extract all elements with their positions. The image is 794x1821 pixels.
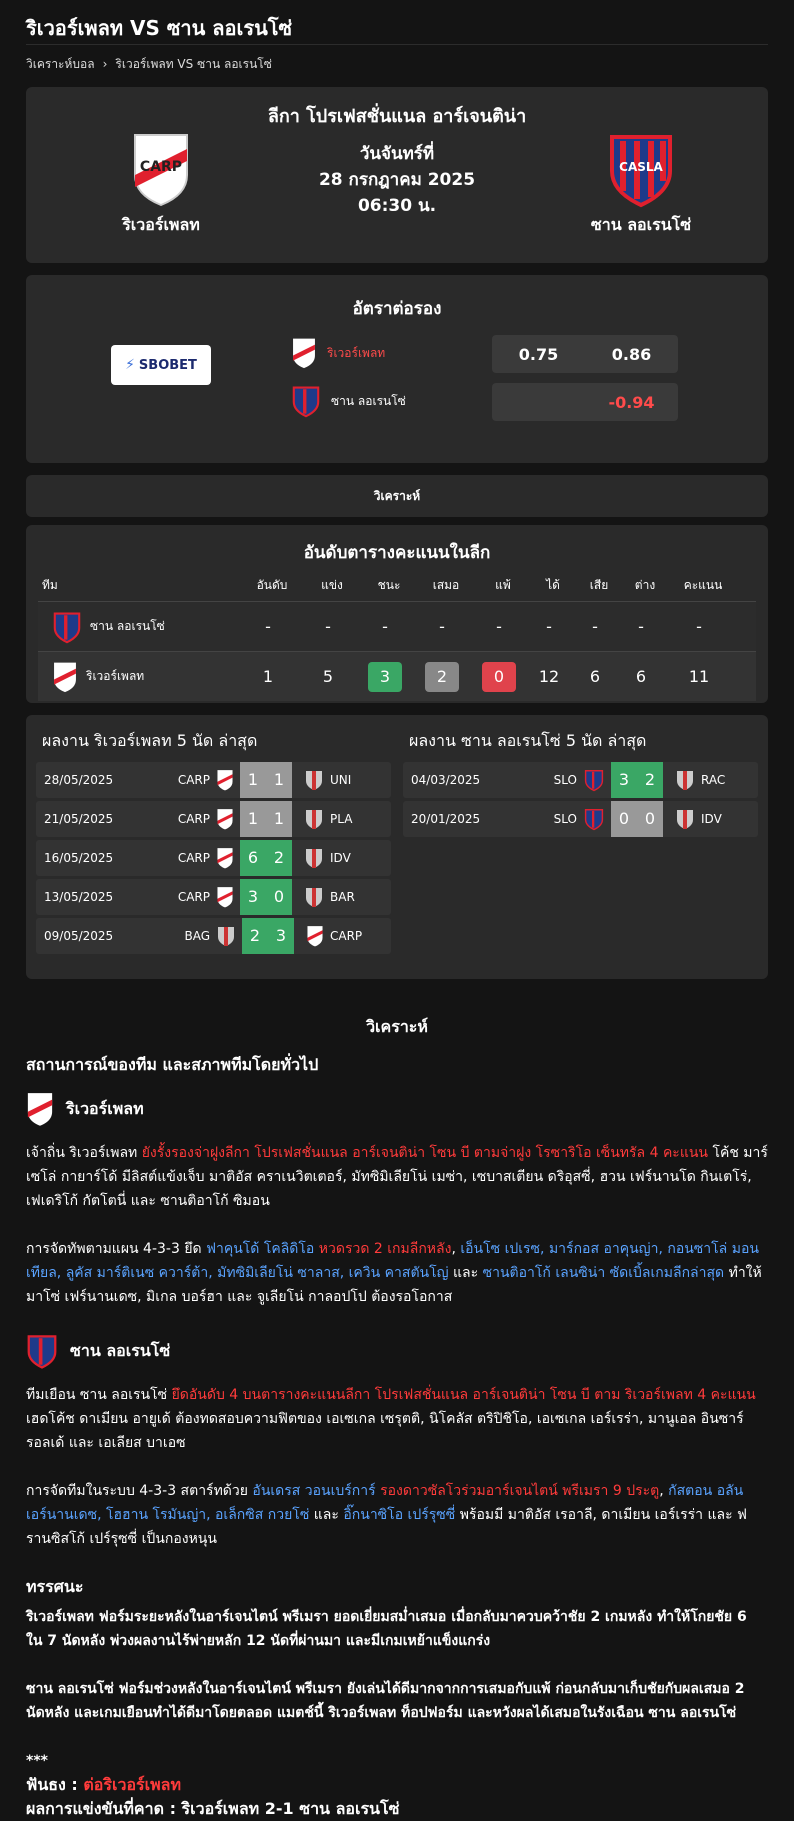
san-lorenzo-logo-icon (606, 131, 676, 207)
river-plate-small-icon (216, 808, 234, 830)
result-away-score: 2 (266, 840, 292, 876)
result-score (240, 801, 292, 837)
sbobet-label: SBOBET (138, 357, 197, 373)
player-link[interactable]: ฟาคุนโด้ โคลิดิโอ (206, 1241, 315, 1257)
win (358, 662, 412, 692)
points: 11 (688, 667, 710, 686)
odds-home-box[interactable] (492, 335, 678, 373)
away-team-heading (26, 1333, 768, 1369)
team-crest-icon (675, 808, 695, 830)
home-team-heading (26, 1091, 768, 1127)
team-crest-icon (216, 925, 236, 947)
home-paragraph-2 (26, 1237, 768, 1309)
result-score (611, 762, 663, 798)
text-segment: , (451, 1241, 461, 1257)
result-away (298, 769, 351, 791)
away-paragraph-1 (26, 1383, 768, 1455)
svg-text:CARP: CARP (139, 159, 183, 175)
result-away (300, 925, 362, 947)
article-title: วิเคราะห์ (366, 1017, 428, 1036)
home-results (36, 729, 391, 965)
result-home-score: 1 (240, 801, 266, 837)
result-away (669, 769, 725, 791)
text-segment: ทีมเยือน ซาน ลอเรนโซ่ (26, 1387, 172, 1403)
result-home-team: CARP (177, 773, 210, 787)
result-home-score: 6 (240, 840, 266, 876)
text-segment: การจัดทีมในระบบ 4-3-3 สตาร์ทด้วย (26, 1483, 253, 1499)
home-results-list (36, 762, 391, 954)
text-segment: การจัดทัพตามแผน 4-3-3 ยึด (26, 1241, 207, 1257)
goal-diff: 6 (635, 667, 647, 686)
win: - (382, 617, 388, 636)
breadcrumb-current: ริเวอร์เพลท VS ซาน ลอเรนโซ่ (115, 56, 272, 71)
points: - (696, 617, 702, 636)
highlight-text: ยึดอันดับ 4 บนตารางคะแนนลีกา โปรเฟสชั่นแนล อาร์เจนติน่า โซน บี ตาม ริเวอร์เพลท 4 คะแนน (171, 1387, 756, 1403)
home-team-heading-label: ริเวอร์เพลท (66, 1099, 144, 1118)
result-home-team: CARP (177, 851, 210, 865)
stars-separator: *** (26, 1753, 48, 1769)
goals-for: 12 (538, 667, 560, 686)
team-name: ริเวอร์เพลท (86, 669, 145, 683)
river-plate-small-icon (216, 886, 234, 908)
away-results (403, 729, 758, 965)
sbobet-logo[interactable] (111, 345, 211, 385)
prediction-value: ริเวอร์เพลท 2-1 ซาน ลอเรนโซ่ (181, 1799, 400, 1818)
draw (412, 662, 472, 692)
standings-card (26, 525, 768, 703)
san-lorenzo-small-icon (52, 611, 82, 643)
table-row[interactable] (38, 601, 756, 651)
breadcrumb-separator: › (102, 57, 108, 71)
player-link[interactable]: กัสตอน อลัน เอร์นานเดซ, โฮฮาน โรมันญ่า, อเล็กซิส กวยโซ่ (26, 1483, 744, 1523)
header-ga: เสีย (589, 577, 609, 592)
result-away-team: RAC (701, 773, 726, 787)
result-away-team: CARP (330, 929, 363, 943)
odds-away-row (291, 385, 406, 417)
played: 5 (322, 667, 334, 686)
result-row[interactable] (403, 762, 758, 798)
result-away (298, 808, 352, 830)
text-segment: เจ้าถิ่น ริเวอร์เพลท (26, 1145, 142, 1161)
result-away-score: 3 (268, 918, 294, 954)
river-plate-small-icon (306, 925, 324, 947)
match-time: 06:30 น. (357, 196, 437, 216)
header-lose: แพ้ (495, 577, 511, 592)
header-gd: ต่าง (634, 577, 656, 592)
analysis-tab[interactable]: วิเคราะห์ (26, 475, 768, 517)
river-plate-small-icon (216, 847, 234, 869)
prediction-label: ผลการแข่งขันที่คาด : (26, 1799, 182, 1818)
san-lorenzo-small-icon (26, 1333, 58, 1369)
text-segment: , (659, 1483, 669, 1499)
goals-for: - (546, 617, 552, 636)
highlight-text: หวดรวด 2 เกมลีกหลัง (318, 1241, 452, 1257)
result-score (611, 801, 663, 837)
away-team[interactable] (561, 131, 721, 238)
svg-text:CASLA: CASLA (619, 160, 663, 174)
result-date: 09/05/2025 (44, 929, 114, 943)
result-row[interactable] (36, 918, 391, 954)
view-heading: ทรรศนะ (26, 1577, 84, 1596)
analysis-article (26, 1015, 768, 1821)
player-link[interactable]: ซานติอาโก้ เลนซิน่า ซัดเบิ้ลเกมลีกล่าสุด (482, 1265, 725, 1281)
standings-team-cell (38, 611, 238, 643)
odds-title: อัตราต่อรอง (352, 299, 442, 319)
prediction-line (26, 1797, 768, 1821)
standings-title: อันดับตารางคะแนนในลีก (303, 543, 491, 563)
result-row[interactable] (36, 879, 391, 915)
goal-diff: - (638, 617, 644, 636)
odds-away-name: ซาน ลอเรนโซ่ (331, 393, 406, 408)
header-rank: อันดับ (256, 577, 288, 592)
river-plate-small-icon (52, 661, 78, 693)
team-crest-icon (304, 769, 324, 791)
odds-home-name: ริเวอร์เพลท (327, 345, 386, 360)
sbobet-mark-icon: ⚡ (125, 357, 135, 373)
odds-home-price: 0.86 (611, 344, 652, 364)
result-score (240, 840, 292, 876)
result-away-score: 0 (637, 801, 663, 837)
highlight-text: รองดาวซัลโวร่วมอาร์เจนไตน์ พรีเมรา 9 ประตู (380, 1483, 660, 1499)
standings-header (38, 569, 756, 601)
result-row[interactable] (36, 840, 391, 876)
win-pill: 3 (368, 662, 402, 692)
result-score (242, 918, 294, 954)
team-crest-icon (304, 808, 324, 830)
result-away-score: 0 (266, 879, 292, 915)
header-win: ชนะ (377, 577, 401, 592)
match-day: วันจันทร์ที่ (359, 144, 435, 164)
result-home-score: 2 (242, 918, 268, 954)
result-row[interactable] (36, 762, 391, 798)
river-plate-small-icon (216, 769, 234, 791)
result-date: 16/05/2025 (44, 851, 114, 865)
result-date: 20/01/2025 (411, 812, 481, 826)
away-team-heading-label: ซาน ลอเรนโซ่ (70, 1341, 171, 1360)
result-row[interactable] (36, 801, 391, 837)
text-segment: โค้ช มาร์เซโล่ กายาร์โด้ มีลิสต์แข้งเจ็บ มาติอัส คราเนวิตเตอร์, มัทซิมิเลียโน่ เมซ่า, เซบาสเตียน ดริอุสซี่, ฮวน เฟร์นานโด กินเตโร่, เฟเดริโก้ กัตโตนี่ และ ซานติอาโก้ ซิมอน (26, 1145, 768, 1209)
recent-results-card (26, 715, 768, 979)
standings-team-cell (38, 661, 238, 693)
result-home-score: 3 (611, 762, 637, 798)
team-crest-icon (304, 886, 324, 908)
text-segment: และ (448, 1265, 483, 1281)
team-crest-icon (675, 769, 695, 791)
lose-pill: 0 (482, 662, 516, 692)
san-lorenzo-small-icon (583, 808, 605, 830)
odds-card (26, 275, 768, 463)
result-away (298, 847, 351, 869)
result-home-team: SLO (553, 773, 577, 787)
table-row[interactable] (38, 651, 756, 701)
result-home-score: 1 (240, 762, 266, 798)
match-date: 28 กรกฎาคม 2025 (318, 170, 476, 190)
lose (472, 662, 526, 692)
header-gf: ได้ (546, 577, 560, 592)
rank: 1 (262, 667, 274, 686)
header-team: ทีม (42, 577, 58, 592)
odds-away-price: -0.94 (608, 392, 655, 412)
result-date: 28/05/2025 (44, 773, 114, 787)
standings-rows (38, 601, 756, 701)
breadcrumb-home-link[interactable]: วิเคราะห์บอล (26, 56, 95, 71)
result-away-team: PLA (330, 812, 353, 826)
situation-heading: สถานการณ์ของทีม และสภาพทีมโดยทั่วไป (26, 1055, 319, 1074)
san-lorenzo-small-icon (583, 769, 605, 791)
away-team-name: ซาน ลอเรนโซ่ (590, 215, 692, 234)
result-score (240, 762, 292, 798)
home-paragraph-1 (26, 1141, 768, 1213)
result-home-team: CARP (177, 890, 210, 904)
result-away (298, 886, 355, 908)
result-away (669, 808, 722, 830)
result-away-score: 2 (637, 762, 663, 798)
river-plate-small-icon (26, 1091, 54, 1127)
result-away-team: IDV (701, 812, 722, 826)
result-home-score: 3 (240, 879, 266, 915)
draw: - (439, 617, 445, 636)
goals-against: 6 (589, 667, 601, 686)
view-paragraph-1: ริเวอร์เพลท ฟอร์มระยะหลังในอาร์เจนไตน์ พรีเมรา ยอดเยี่ยมสม่ำเสมอ เมื่อกลับมาควบคว้าชัย 2 เกมหลัง ทำให้โกยชัย 6 ใน 7 นัดหลัง พ่วงผลงานไร้พ่ายหลัก 12 นัดที่ผ่านมา และมีเกมเหย้าแข็งแกร่ง (26, 1609, 747, 1649)
draw-pill: 2 (425, 662, 459, 692)
page-title: ริเวอร์เพลท VS ซาน ลอเรนโซ่ (26, 16, 293, 40)
text-segment: และ (309, 1507, 344, 1523)
header-draw: เสมอ (432, 577, 460, 592)
result-home-score: 0 (611, 801, 637, 837)
result-date: 04/03/2025 (411, 773, 481, 787)
player-link[interactable]: เอ็นโซ เปเรซ, มาร์กอส อาคุนญ่า, กอนซาโล่ มอนเทียล, ลูคัส มาร์ติเนซ ควาร์ต้า, มัทซิมิเลียโน่ ซาลาส, เควิน คาสตันโญ่ (26, 1241, 759, 1281)
player-link[interactable]: อิ๊กนาซิโอ เปร์รุซซี่ (343, 1507, 456, 1523)
text-segment: ทำให้ มาโซ่ เฟร์นานเดซ, มิเกล บอร์ฮา และ จูเลียโน่ กาลอปโป ต้องรอโอกาส (26, 1265, 762, 1305)
result-away-team: UNI (330, 773, 352, 787)
result-row[interactable] (403, 801, 758, 837)
away-paragraph-2 (26, 1479, 768, 1551)
team-name: ซาน ลอเรนโซ่ (90, 619, 165, 633)
result-date: 13/05/2025 (44, 890, 114, 904)
pick-line (26, 1773, 768, 1797)
river-plate-small-icon (291, 337, 317, 369)
result-away-team: IDV (330, 851, 351, 865)
played: - (325, 617, 331, 636)
team-crest-icon (304, 847, 324, 869)
rank: - (265, 617, 271, 636)
match-header-card (26, 87, 768, 263)
result-home-team: CARP (177, 812, 210, 826)
result-home-team: SLO (553, 812, 577, 826)
result-away-score: 1 (266, 762, 292, 798)
header-pts: คะแนน (683, 577, 723, 592)
goals-against: - (592, 617, 598, 636)
away-results-title: ผลงาน ซาน ลอเรนโซ่ 5 นัด ล่าสุด (409, 731, 647, 750)
home-results-title: ผลงาน ริเวอร์เพลท 5 นัด ล่าสุด (42, 731, 258, 750)
view-paragraph-2: ซาน ลอเรนโซ่ ฟอร์มช่วงหลังในอาร์เจนไตน์ พรีเมรา ยังเล่นได้ดีมากจากการเสมอกับแพ้ ก่อนกลับมาเก็บชัยกับผลเสมอ 2 นัดหลัง และเกมเยือนทำได้ดีมาโดยตลอด แมตช์นี้ ริเวอร์เพลท ท็อปฟอร์ม และหวังผลได้เสมอในรังเฉือน ซาน ลอเรนโซ่ (26, 1681, 745, 1721)
player-link[interactable]: อันเดรส วอนเบร์การ์ (252, 1483, 376, 1499)
highlight-text: ยังรั้งรองจ่าฝูงลีกา โปรเฟสชั่นแนล อาร์เจนติน่า โซน บี ตามจ่าฝูง โรซาริโอ เซ็นทรัล 4 คะแนน (141, 1145, 708, 1161)
result-date: 21/05/2025 (44, 812, 114, 826)
header-played: แข่ง (321, 577, 343, 592)
league-name: ลีกา โปรเฟสชั่นแนล อาร์เจนติน่า (267, 106, 527, 127)
result-away-score: 1 (266, 801, 292, 837)
odds-handicap: 0.75 (518, 344, 559, 364)
odds-away-box[interactable] (492, 383, 678, 421)
text-segment: พร้อมมี มาติอัส เรอาลี, ดาเมียน เอร์เรร่า และ ฟรานซิสโก้ เปร์รุซซี่ เป็นกองหนุน (26, 1507, 747, 1547)
text-segment: เฮดโค้ช ดาเมียน อายูเด้ ต้องทดสอบความฟิตของ เอเซเกล เซรุตติ, นิโคลัส ตริปิชิโอ, เอเซเกล เอร์เรร่า, มานูเอล อินซาร์รอลเด้ และ เอเลียส บาเอซ (26, 1411, 744, 1451)
result-score (240, 879, 292, 915)
away-results-list (403, 762, 758, 837)
home-team-name: ริเวอร์เพลท (122, 215, 200, 234)
result-home-team: BAG (184, 929, 210, 943)
breadcrumb (26, 45, 768, 83)
pick-value: ต่อริเวอร์เพลท (83, 1775, 182, 1794)
odds-home-row (291, 337, 385, 369)
result-away-team: BAR (330, 890, 355, 904)
san-lorenzo-small-icon (291, 385, 321, 417)
pick-label: ฟันธง : (26, 1775, 84, 1794)
lose: - (496, 617, 502, 636)
